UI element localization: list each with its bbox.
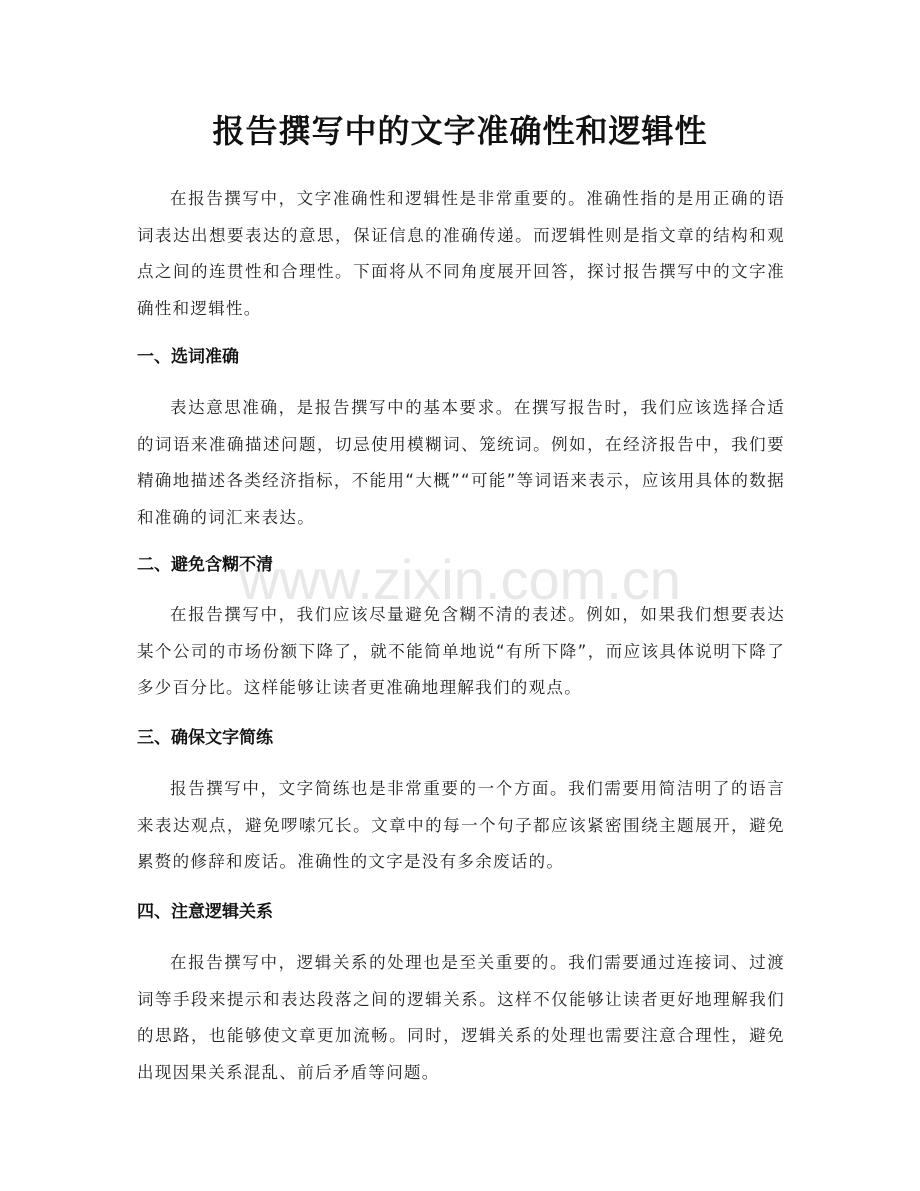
section-heading-4: 四、注意逻辑关系 [137, 902, 273, 922]
document-title: 报告撰写中的文字准确性和逻辑性 [212, 112, 708, 150]
section-paragraph-1: 表达意思准确，是报告撰写中的基本要求。在撰写报告时，我们应该选择合适的词语来准确描述问题，切忌使用模糊词、笼统词。例如，在经济报告中，我们要精确地描述各类经济指标，不能用“大概”“可能”等词语来表示，应该用具体的数据和准确的词汇来表达。 [137, 398, 785, 527]
section-paragraph-2: 在报告撰写中，我们应该尽量避免含糊不清的表述。例如，如果我们想要表达某个公司的市场份额下降了，就不能简单地说“有所下降”，而应该具体说明下降了多少百分比。这样能够让读者更准确地理解我们的观点。 [137, 605, 785, 697]
intro-block [137, 181, 785, 327]
section-body-block-3 [137, 771, 785, 881]
section-body-block-1 [137, 390, 785, 536]
watermark: www.zixin.com.cn [239, 548, 681, 611]
section-body-block-2 [137, 597, 785, 707]
section-body-block-4 [137, 945, 785, 1091]
section-heading-2: 二、避免含糊不清 [137, 555, 273, 575]
intro-paragraph: 在报告撰写中，文字准确性和逻辑性是非常重要的。准确性指的是用正确的语词表达出想要表达的意思，保证信息的准确传递。而逻辑性则是指文章的结构和观点之间的连贯性和合理性。下面将从不同角度展开回答，探讨报告撰写中的文字准确性和逻辑性。 [137, 189, 785, 318]
section-heading-3: 三、确保文字简练 [137, 728, 273, 748]
section-paragraph-3: 报告撰写中，文字简练也是非常重要的一个方面。我们需要用简洁明了的语言来表达观点，避免啰嗦冗长。文章中的每一个句子都应该紧密围绕主题展开，避免累赘的修辞和废话。准确性的文字是没有多余废话的。 [137, 779, 785, 871]
section-heading-1: 一、选词准确 [137, 347, 239, 367]
section-paragraph-4: 在报告撰写中，逻辑关系的处理也是至关重要的。我们需要通过连接词、过渡词等手段来提示和表达段落之间的逻辑关系。这样不仅能够让读者更好地理解我们的思路，也能够使文章更加流畅。同时，逻辑关系的处理也需要注意合理性，避免出现因果关系混乱、前后矛盾等问题。 [137, 953, 785, 1082]
